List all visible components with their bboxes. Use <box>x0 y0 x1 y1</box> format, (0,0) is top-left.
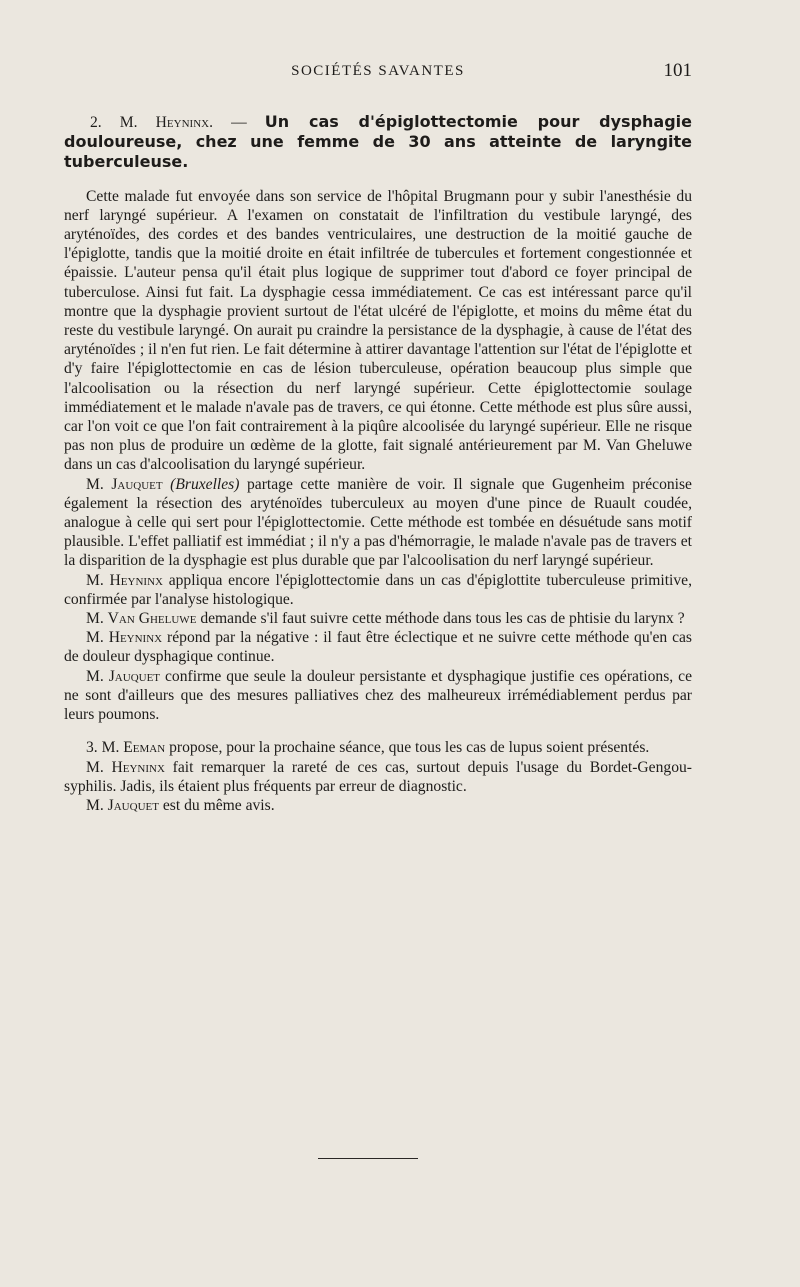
running-head: SOCIÉTÉS SAVANTES <box>291 63 465 79</box>
paragraph: M. Jauquet (Bruxelles) partage cette manière de voir. Il signale que Gugenheim préconise également la résection des aryténoïdes tuberculeux au moyen d'une pince de Ruault coudée, analogue à celle qui sert pour l'épiglottectomie. Cette méthode est tombée en désuétude sans motif plausible. L'effet palliatif est immédiat ; il n'y a pas d'hémorragie, le malade n'avale pas de travers et la disparition de la dysphagie est plus durable que par l'alcoolisation du nerf laryngé supérieur. <box>64 475 692 570</box>
item-2-heading <box>64 112 692 173</box>
speaker-name: Heyninx <box>108 629 163 647</box>
paragraph: M. Heyninx répond par la négative : il faut être éclectique et ne suivre cette méthode qu'en cas de douleur dysphagique continue. <box>64 629 693 666</box>
paragraph: Cette malade fut envoyée dans son service de l'hôpital Brugmann pour y subir l'anesthésie du nerf laryngé supérieur. A l'examen on constatait de l'infiltration du vestibule laryngé, des aryténoïdes, des cordes et des bandes ventriculaires, une destruction de la moitié gauche de l'épiglotte, tandis que la moitié droite en était infiltrée de tubercules et fortement congestionnée et épaissie. L'auteur pensa qu'il était plus logique de supprimer tout d'abord ce foyer principal de tuberculose. Ainsi fut fait. La dysphagie cessa immédiatement. Ce cas est intéressant parce qu'il montre que la dysphagie provient surtout de l'état ulcéré de l'épiglotte, et moins du même état du reste du vestibule laryngé. On aurait pu craindre la persistance de la dysphagie, à cause de l'état des aryténoïdes ; il n'en fut rien. Le fait détermine à attirer davantage l'attention sur l'état de l'épiglotte et d'y faire l'épiglottectomie en cas de lésion tuberculeuse, opération beaucoup plus simple que l'alcoolisation ou la résection du nerf laryngé supérieur. Cette épiglottectomie soulage immédiatement et le malade n'avale pas de travers, ce qui étonne. Cette méthode est plus sûre aussi, car l'on voit ce que l'on fait contrairement à la piqûre alcoolisée du laryngé supérieur. Elle ne risque pas non plus de produire un œdème de la glotte, fait signalé antérieurement par M. Van Gheluwe dans un cas d'alcoolisation du laryngé supérieur. <box>64 187 692 474</box>
section-divider <box>318 1158 418 1159</box>
speaker-name: Eeman <box>123 739 166 757</box>
speaker-name: Heyninx <box>111 758 165 776</box>
page-header <box>64 60 692 86</box>
speaker-place: (Bruxelles) <box>170 475 240 493</box>
page-number: 101 <box>663 60 692 81</box>
paragraph: M. Van Gheluwe demande s'il faut suivre cette méthode dans tous les cas de phtisie du larynx ? <box>86 610 685 628</box>
paragraph: M. Heyninx appliqua encore l'épiglottectomie dans un cas d'épiglottite tuberculeuse primitive, confirmée par l'analyse histologique. <box>64 571 692 608</box>
speaker-name: Jauquet <box>107 796 159 814</box>
item-3-paragraph: 3. M. Eeman propose, pour la prochaine séance, que tous les cas de lupus soient présentés. <box>86 739 650 757</box>
paragraph: M. Heyninx fait remarquer la rareté de ces cas, surtout depuis l'usage du Bordet-Gengou-syphilis. Jadis, ils étaient plus fréquents par erreur de diagnostic. <box>64 758 692 795</box>
author-name: Heyninx <box>155 114 210 131</box>
speaker-name: Heyninx <box>109 571 163 589</box>
speaker-name: Jauquet <box>108 667 161 685</box>
body-text <box>64 112 692 815</box>
paragraph: M. Jauquet est du même avis. <box>86 796 275 814</box>
speaker-name: Van Gheluwe <box>107 610 197 628</box>
paragraph: M. Jauquet confirme que seule la douleur persistante et dysphagique justifie ces opérations, ce ne sont d'ailleurs que des mesures palliatives chez des malheureux irrémédiablement perdus par leurs poumons. <box>64 667 692 724</box>
item-number: 2. M. <box>90 114 138 131</box>
speaker-name: Jauquet <box>111 475 163 493</box>
communication-title: Un cas d'épiglottectomie pour dysphagie douloureuse, chez une femme de 30 ans atteinte de laryngite tuberculeuse. <box>64 112 692 172</box>
heading-dash: . — <box>209 114 247 131</box>
